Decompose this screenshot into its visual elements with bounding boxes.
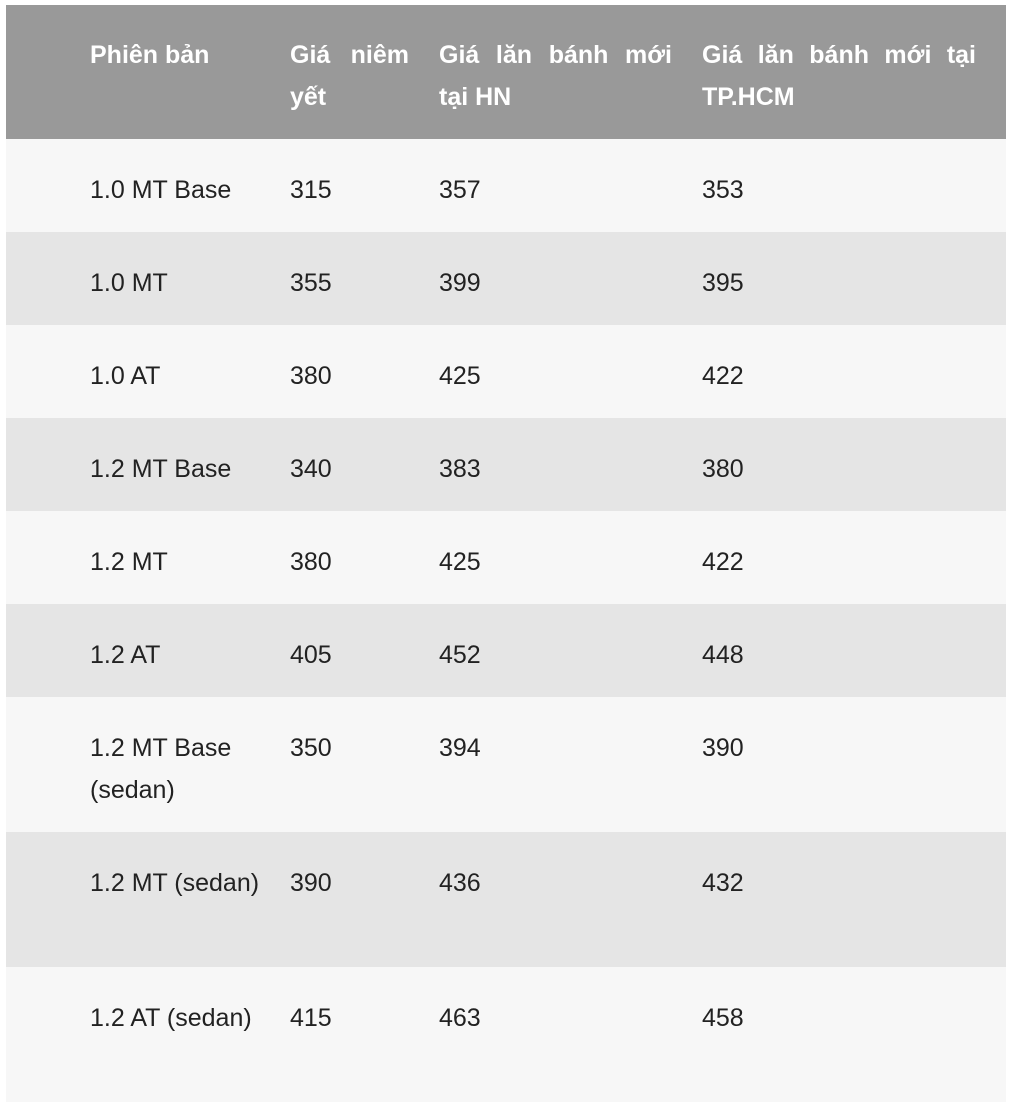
- row-spacer: [6, 511, 90, 604]
- cell-price-hcm: 422: [702, 548, 744, 576]
- header-row: [6, 5, 1006, 139]
- cell-list-price: 380: [290, 548, 332, 576]
- table-row: [6, 832, 1006, 967]
- cell-list-price: 350: [290, 734, 332, 762]
- cell-price-hn: 463: [439, 1004, 481, 1032]
- cell-version: 1.2 AT (sedan): [90, 1004, 252, 1032]
- cell-price-hcm: 395: [702, 269, 744, 297]
- table-row: [6, 232, 1006, 325]
- cell-version: 1.2 MT Base (sedan): [90, 734, 232, 804]
- cell-list-price: 380: [290, 362, 332, 390]
- cell-version: 1.2 MT (sedan): [90, 869, 260, 897]
- row-spacer: [6, 604, 90, 697]
- price-table-container: [6, 5, 1006, 1102]
- table-row: [6, 967, 1006, 1102]
- cell-version: 1.2 AT: [90, 641, 161, 669]
- cell-version: 1.0 MT: [90, 269, 168, 297]
- cell-price-hn: 394: [439, 734, 481, 762]
- header-version: Phiên bản: [90, 41, 210, 69]
- cell-list-price: 355: [290, 269, 332, 297]
- row-spacer: [6, 232, 90, 325]
- cell-version: 1.2 MT Base: [90, 455, 232, 483]
- cell-list-price: 390: [290, 869, 332, 897]
- table-row: [6, 139, 1006, 232]
- header-spacer: [6, 5, 90, 139]
- row-spacer: [6, 832, 90, 967]
- cell-price-hn: 357: [439, 176, 481, 204]
- cell-price-hcm: 390: [702, 734, 744, 762]
- row-spacer: [6, 139, 90, 232]
- table-row: [6, 511, 1006, 604]
- cell-price-hn: 425: [439, 548, 481, 576]
- cell-price-hn: 436: [439, 869, 481, 897]
- cell-list-price: 340: [290, 455, 332, 483]
- cell-version: 1.2 MT: [90, 548, 168, 576]
- row-spacer: [6, 325, 90, 418]
- row-spacer: [6, 967, 90, 1102]
- cell-version: 1.0 AT: [90, 362, 161, 390]
- table-row: [6, 325, 1006, 418]
- row-spacer: [6, 697, 90, 832]
- table-row: [6, 697, 1006, 832]
- header-rolling-price-hn: Giá lăn bánh mới tại HN: [439, 41, 672, 111]
- cell-price-hcm: 353: [702, 176, 744, 204]
- table-header: [6, 5, 1006, 139]
- cell-price-hcm: 432: [702, 869, 744, 897]
- price-table: [6, 5, 1006, 1102]
- cell-list-price: 405: [290, 641, 332, 669]
- cell-price-hcm: 380: [702, 455, 744, 483]
- header-list-price: Giá niêm yết: [290, 41, 409, 111]
- cell-price-hcm: 448: [702, 641, 744, 669]
- cell-version: 1.0 MT Base: [90, 176, 232, 204]
- cell-price-hcm: 422: [702, 362, 744, 390]
- header-rolling-price-hcm: Giá lăn bánh mới tại TP.HCM: [702, 41, 976, 111]
- cell-list-price: 315: [290, 176, 332, 204]
- cell-price-hn: 452: [439, 641, 481, 669]
- cell-price-hn: 383: [439, 455, 481, 483]
- table-row: [6, 604, 1006, 697]
- table-row: [6, 418, 1006, 511]
- row-spacer: [6, 418, 90, 511]
- cell-list-price: 415: [290, 1004, 332, 1032]
- cell-price-hn: 425: [439, 362, 481, 390]
- cell-price-hcm: 458: [702, 1004, 744, 1032]
- cell-price-hn: 399: [439, 269, 481, 297]
- table-body: [6, 139, 1006, 1102]
